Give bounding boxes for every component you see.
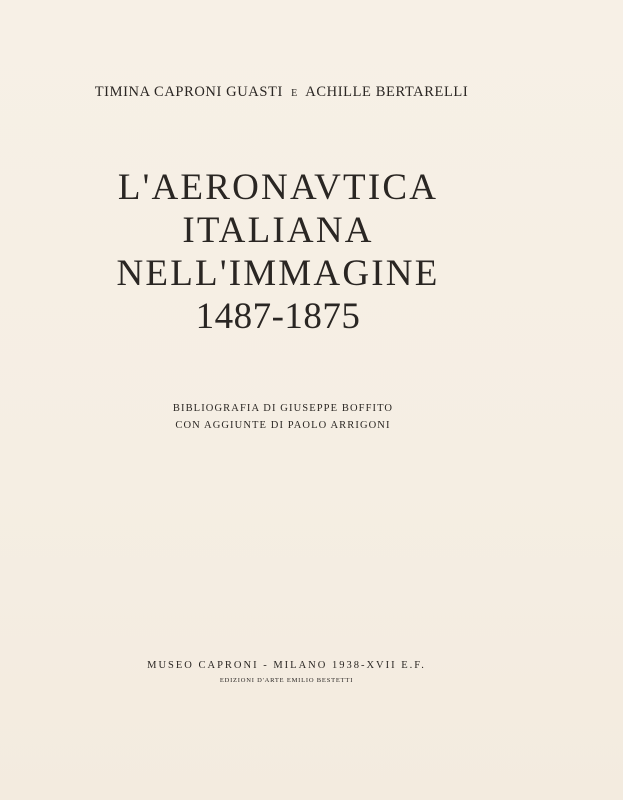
author-first: TIMINA CAPRONI GUASTI: [94, 84, 283, 100]
book-title: [0, 166, 556, 338]
title-line-1: L'AERONAVTICA: [117, 167, 439, 208]
bibliography-line-1: BIBLIOGRAFIA DI GIUSEPPE BOFFITO: [172, 403, 394, 414]
title-line-3: NELL'IMMAGINE: [116, 253, 440, 294]
imprint-publisher: EDIZIONI D'ARTE EMILIO BESTETTI: [219, 677, 354, 684]
title-years: 1487-1875: [195, 296, 361, 337]
author-second: ACHILLE BERTARELLI: [305, 84, 469, 100]
bibliography-credits: [0, 400, 566, 434]
imprint-place-date: MUSEO CAPRONI - MILANO 1938-XVII E.F.: [147, 660, 426, 671]
authors-line: [0, 84, 563, 101]
bibliography-line-2: CON AGGIUNTE DI PAOLO ARRIGONI: [175, 420, 391, 431]
author-conjunction: E: [291, 88, 298, 99]
title-line-2: ITALIANA: [182, 210, 374, 251]
